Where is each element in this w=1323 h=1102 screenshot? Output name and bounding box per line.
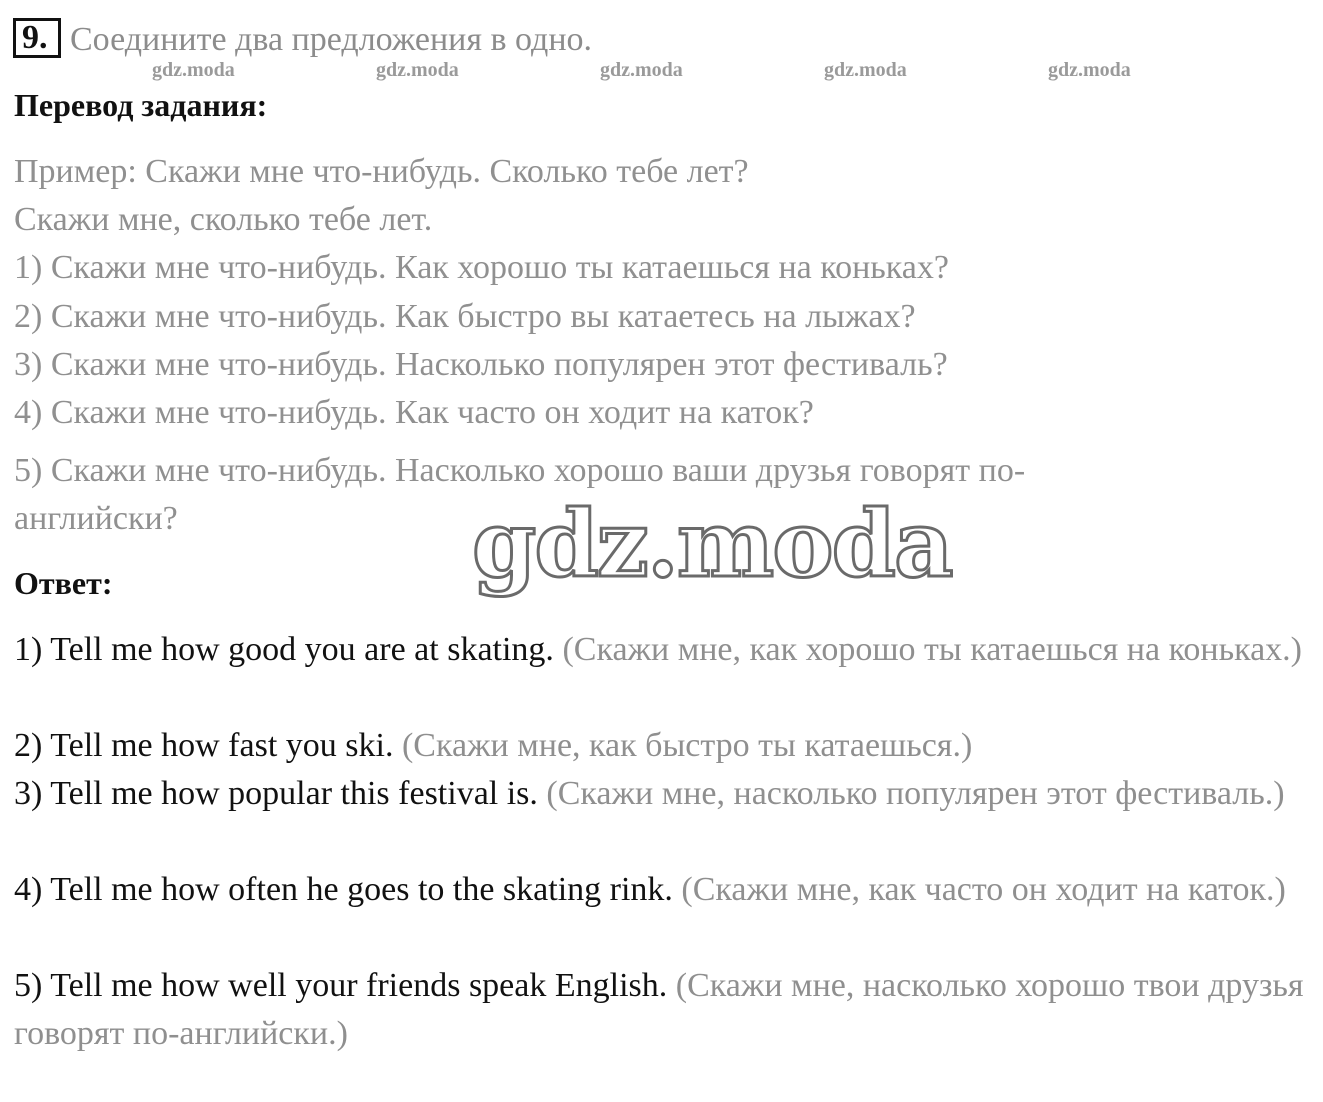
translation-line-4: 4) Скажи мне что-нибудь. Как часто он ходит на каток? (14, 394, 814, 431)
watermark-big: gdz.moda (472, 490, 952, 598)
watermark-small-4: gdz.moda (824, 59, 907, 81)
answer-item-4-ru: (Скажи мне, как часто он ходит на каток.) (681, 871, 1286, 908)
watermark-small-5: gdz.moda (1048, 59, 1131, 81)
translation-line-1: 1) Скажи мне что-нибудь. Как хорошо ты катаешься на коньках? (14, 249, 949, 286)
answer-item-1-en: 1) Tell me how good you are at skating. (14, 631, 554, 668)
translation-heading: Перевод задания: (14, 87, 268, 123)
watermark-small-3: gdz.moda (600, 59, 683, 81)
answer-item-2 (14, 722, 1314, 770)
answer-item-1 (14, 626, 1314, 674)
answer-item-1-ru: (Скажи мне, как хорошо ты катаешься на коньках.) (562, 631, 1303, 668)
watermark-small-2: gdz.moda (376, 59, 459, 81)
translation-line-3: 3) Скажи мне что-нибудь. Насколько популярен этот фестиваль? (14, 346, 948, 383)
answer-item-4 (14, 866, 1314, 914)
translation-line-5-cont: английски? (14, 500, 178, 537)
answer-item-2-ru: (Скажи мне, как быстро ты катаешься.) (401, 727, 973, 764)
answer-item-3-ru: (Скажи мне, насколько популярен этот фестиваль.) (546, 775, 1285, 812)
answer-item-2-en: 2) Tell me how fast you ski. (14, 727, 394, 764)
answer-item-5 (14, 962, 1314, 1058)
task-title: Соедините два предложения в одно. (70, 21, 593, 58)
watermark-small-1: gdz.moda (152, 59, 235, 81)
answer-item-3-en: 3) Tell me how popular this festival is. (14, 775, 538, 812)
translation-line-5: 5) Скажи мне что-нибудь. Насколько хорошо ваши друзья говорят по- (14, 452, 1026, 489)
translation-line-example: Пример: Скажи мне что-нибудь. Сколько тебе лет? (14, 153, 749, 190)
answer-item-4-en: 4) Tell me how often he goes to the skating rink. (14, 871, 673, 908)
translation-line-2: 2) Скажи мне что-нибудь. Как быстро вы катаетесь на лыжах? (14, 298, 916, 335)
task-number: 9. (13, 18, 61, 58)
translation-line-example-answer: Скажи мне, сколько тебе лет. (14, 201, 433, 238)
answer-item-5-en: 5) Tell me how well your friends speak English. (14, 967, 668, 1004)
answer-heading: Ответ: (14, 565, 113, 601)
answer-item-5-ru: (Скажи мне, насколько хорошо твои друзья говорят по-английски.) (14, 967, 1304, 1052)
answer-item-3 (14, 770, 1314, 818)
